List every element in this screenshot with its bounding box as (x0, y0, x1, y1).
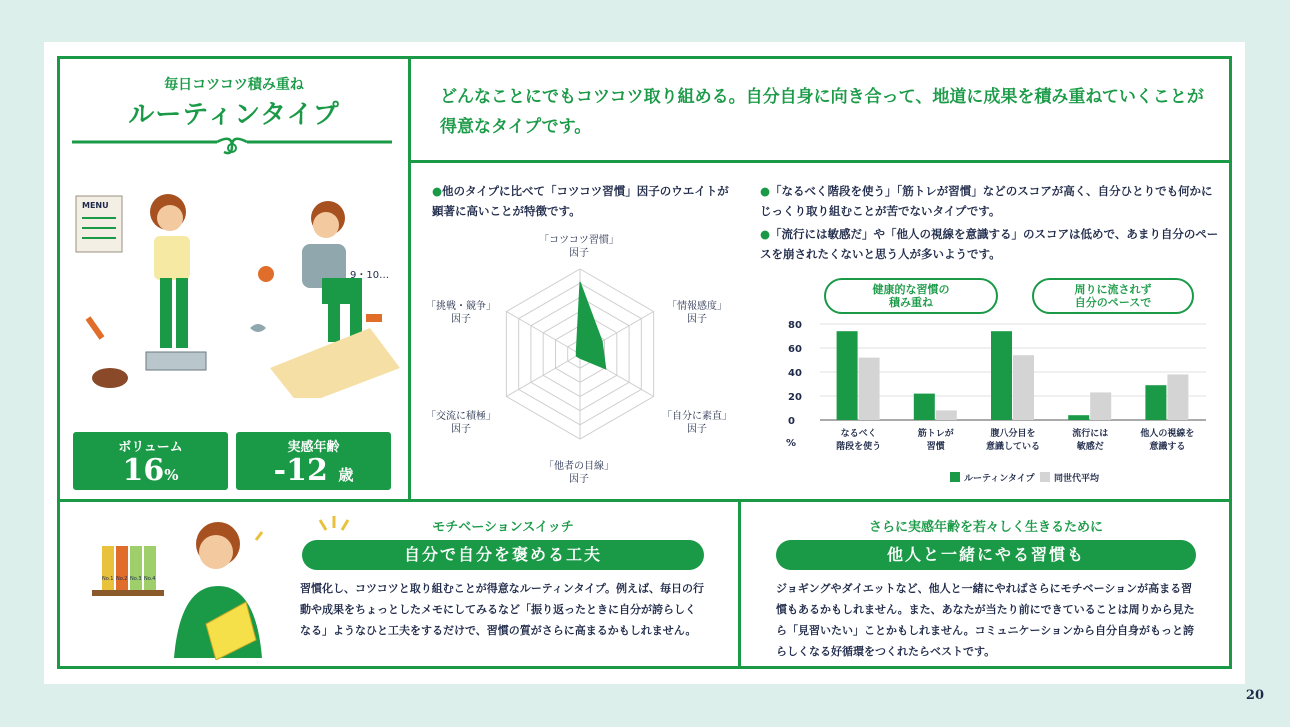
bar-average (1013, 355, 1034, 420)
page-number: 20 (1245, 688, 1264, 703)
type-subtitle: 毎日コツコツ積み重ね (164, 77, 304, 93)
bar-chart (762, 314, 1222, 494)
radar-note: ●他のタイプに比べて「コツコツ習慣」因子のウエイトが顕著に高いことが特徴です。 (432, 184, 729, 218)
bar-routine (1068, 415, 1089, 420)
bar-routine (837, 331, 858, 420)
book-label-4: No.4 (144, 576, 156, 582)
radar-label-top: 「コツコツ習慣」 因子 (539, 235, 619, 259)
bar-category-label: なるべく (840, 429, 877, 439)
legend-swatch (950, 472, 960, 482)
bar-y-tick: 60 (788, 344, 802, 355)
callout-healthy-habits: 健康的な習慣の 積み重ね (824, 278, 998, 314)
radar-label-lower-left: 「交流に積極」 因子 (426, 411, 496, 435)
divider-horizontal-bottom (57, 499, 1232, 502)
book-label-3: No.3 (130, 576, 142, 582)
bar-average (1167, 374, 1188, 420)
bar-category-label: 他人の視線を (1140, 429, 1195, 439)
legend-swatch (1040, 472, 1050, 482)
bar-category-label: 意識する (1149, 442, 1186, 452)
bar-average (1090, 392, 1111, 420)
radar-label-bottom: 「他者の目線」 因子 (544, 461, 614, 485)
younger-body: ジョギングやダイエットなど、他人と一緒にやればさらにモチベーションが高まる習慣もあるかもしれません。また、あなたが当たり前にできていることは周りから見たら「見習いたい」ことかもしれません。コミュニケーションから自分自身がもっと誇らしくなる好循環をつくれたらベストです。 (776, 582, 1195, 658)
bar-y-tick: 20 (788, 392, 802, 403)
radar-label-upper-left: 「挑戦・競争」 因子 (426, 301, 496, 325)
bar-routine (991, 331, 1012, 420)
bar-category-label: 流行には (1072, 429, 1109, 439)
bar-category-label: 意識している (985, 442, 1041, 452)
age-box (236, 432, 391, 490)
bar-routine (914, 394, 935, 420)
bar-y-tick: 80 (788, 320, 802, 331)
bar-average (936, 410, 957, 420)
bar-routine (1145, 385, 1166, 420)
divider-vertical-top (408, 56, 411, 501)
reading-illustration (88, 510, 278, 660)
bar-category-label: 腹八分目を (990, 429, 1036, 439)
divider-vertical-bottom (738, 499, 741, 669)
bar-category-label: 習慣 (926, 442, 945, 452)
radar-area (576, 282, 606, 369)
bar-average (859, 358, 880, 420)
younger-pill: 他人と一緒にやる習慣も (776, 540, 1196, 570)
bar-unit-label: % (786, 438, 797, 449)
radar-chart (490, 264, 670, 444)
legend-label: ルーティンタイプ (964, 474, 1035, 484)
counter-text: 9・10… (350, 270, 390, 281)
radar-label-lower-right: 「自分に素直」 因子 (662, 411, 732, 435)
age-label: 実感年齢 (287, 440, 340, 455)
motivation-pill: 自分で自分を褒める工夫 (302, 540, 704, 570)
bar-category-label: 筋トレが (917, 429, 954, 439)
book-label-2: No.2 (116, 576, 128, 582)
bar-y-tick: 0 (788, 416, 795, 427)
legend-label: 同世代平均 (1054, 474, 1100, 484)
bar-category-label: 階段を使う (836, 442, 882, 452)
ornament-divider (72, 134, 392, 158)
callout-own-pace: 周りに流されず 自分のペースで (1032, 278, 1194, 314)
findings-note-2: ●「流行には敏感だ」や「他人の視線を意識する」のスコアは低めで、あまり自分のペースを崩されたくないと思う人が多いようです。 (760, 227, 1219, 261)
motivation-body: 習慣化し、コツコツと取り組むことが得意なルーティンタイプ。例えば、毎日の行動や成果をちょっとしたメモにしてみるなど「振り返ったときに自分が誇らしくなる」ようなひと工夫をするだけで、習慣の質がさらに高まるかもしれません。 (300, 582, 705, 637)
page-sheet (44, 42, 1245, 684)
age-value: -12 (273, 453, 328, 488)
volume-value: 16 (122, 453, 165, 488)
age-unit: 歳 (338, 466, 354, 484)
bar-y-tick: 40 (788, 368, 802, 379)
bar-category-label: 敏感だ (1076, 442, 1104, 452)
volume-unit: % (164, 466, 179, 484)
volume-label: ボリューム (118, 440, 183, 455)
type-name: ルーティンタイプ (128, 100, 340, 130)
motivation-heading: モチベーションスイッチ (432, 520, 574, 535)
radar-note-text: 他のタイプに比べて「コツコツ習慣」因子のウエイトが顕著に高いことが特徴です。 (432, 184, 729, 218)
routine-illustration (70, 178, 400, 398)
type-lead: どんなことにでもコツコツ取り組める。自分自身に向き合って、地道に成果を積み重ねていくことが得意なタイプです。 (440, 87, 1204, 137)
divider-horizontal-lead (408, 160, 1232, 163)
volume-box (73, 432, 228, 490)
radar-label-upper-right: 「情報感度」 因子 (667, 301, 727, 325)
findings-note-1: ●「なるべく階段を使う」「筋トレが習慣」などのスコアが高く、自分ひとりでも何かにじっくり取り組むことが苦でないタイプです。 (760, 184, 1213, 218)
younger-heading: さらに実感年齢を若々しく生きるために (868, 520, 1103, 535)
menu-text: MENU (82, 201, 109, 210)
book-label-1: No.1 (102, 576, 114, 582)
